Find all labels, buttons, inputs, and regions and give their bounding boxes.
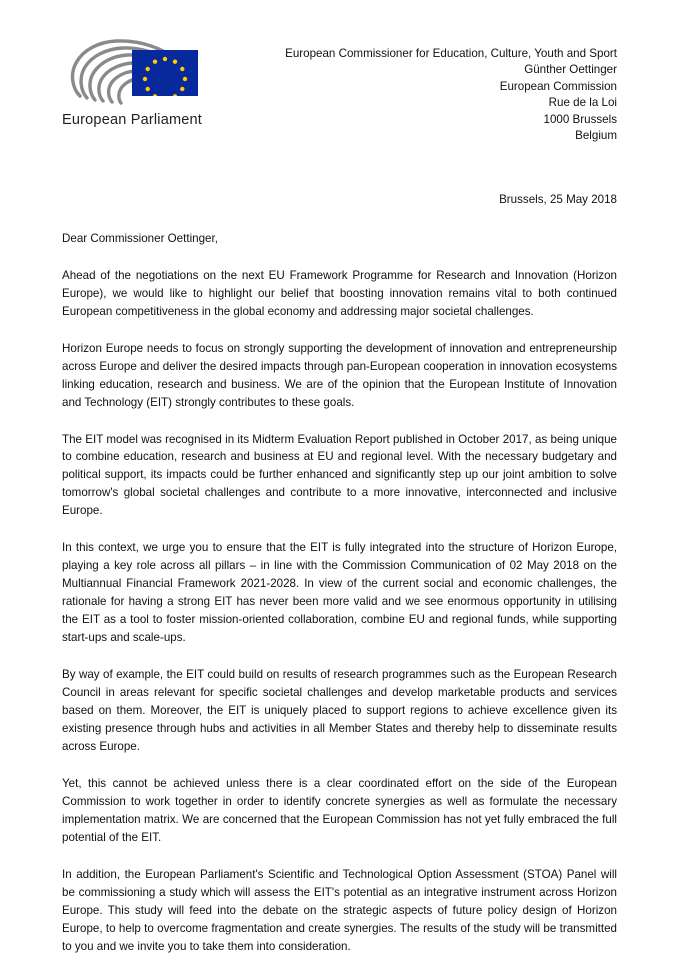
letterhead: [62, 34, 617, 145]
logo-mark: [62, 38, 262, 110]
european-parliament-logo: [62, 34, 267, 128]
institution-name: European Parliament: [62, 112, 203, 128]
eu-flag-icon: [132, 50, 198, 96]
body-paragraph: Yet, this cannot be achieved unless there is a clear coordinated effort on the side of the European Commission to work together in order to identify concrete synergies as well as formulate the necessary implementation matrix. We are concerned that the European Commission has not yet fully embraced the full potential of the EIT.: [62, 777, 617, 844]
body-paragraph: By way of example, the EIT could build on results of research programmes such as the European Research Council in areas relevant for specific societal challenges and develop marketable products and services based on them. Moreover, the EIT is uniquely placed to support regions to achieve excellence given its existing presence through hubs and activities in all Member States and thereby help to disseminate results across Europe.: [62, 668, 617, 754]
body-paragraph: In this context, we urge you to ensure that the EIT is fully integrated into the structure of Horizon Europe, playing a key role across all pillars – in line with the Commission Communication of 02 May 2018 on the Multiannual Financial Framework 2021-2028. In view of the current social and economic challenges, the rationale for having a strong EIT has never been more valid and we see enormous opportunity in utilising the EIT as a tool to foster mission-oriented collaboration, combine EU and regional funds, while supporting start-ups and scale-ups.: [62, 541, 617, 645]
recipient-address: [285, 34, 617, 145]
salutation: Dear Commissioner Oettinger,: [62, 231, 218, 245]
address-line: European Commission: [499, 79, 617, 93]
address-line: Rue de la Loi: [548, 96, 617, 110]
address-line: European Commissioner for Education, Culture, Youth and Sport: [285, 47, 617, 60]
body-paragraph: The EIT model was recognised in its Midterm Evaluation Report published in October 2017, as being unique to combine education, research and business at EU and regional level. With the necessary budgetary and political support, its impacts could be further enhanced and significantly step up our joint ambition to solve tomorrow's global societal challenges and contribute to a more innovative, interconnected and inclusive Europe.: [62, 432, 617, 518]
address-line: 1000 Brussels: [543, 112, 617, 126]
address-line: Belgium: [575, 129, 617, 143]
body-paragraph: Ahead of the negotiations on the next EU Framework Programme for Research and Innovation (Horizon Europe), we would like to highlight our belief that boosting innovation remains vital to both continued European competitiveness in the global economy and addressing major societal challenges.: [62, 268, 617, 318]
body-paragraph: Horizon Europe needs to focus on strongly supporting the development of innovation and entrepreneurship across Europe and deliver the desired impacts through pan-European cooperation in innovation ecosystems linking education, research and business. We are of the opinion that the European Institute of Innovation and Technology (EIT) strongly contributes to these goals.: [62, 341, 617, 409]
body-paragraph: In addition, the European Parliament's Scientific and Technological Option Assessment (STOA) Panel will be commissioning a study which will assess the EIT's potential as an integrative instrument across Horizon Europe. This study will feed into the debate on the strategic aspects of future policy design of Horizon Europe, to help to overcome fragmentation and create synergies. The results of the study will be transmitted to you and we invite you to take them into consideration.: [62, 867, 617, 953]
address-line: Günther Oettinger: [524, 63, 617, 77]
dateline: Brussels, 25 May 2018: [499, 192, 617, 206]
